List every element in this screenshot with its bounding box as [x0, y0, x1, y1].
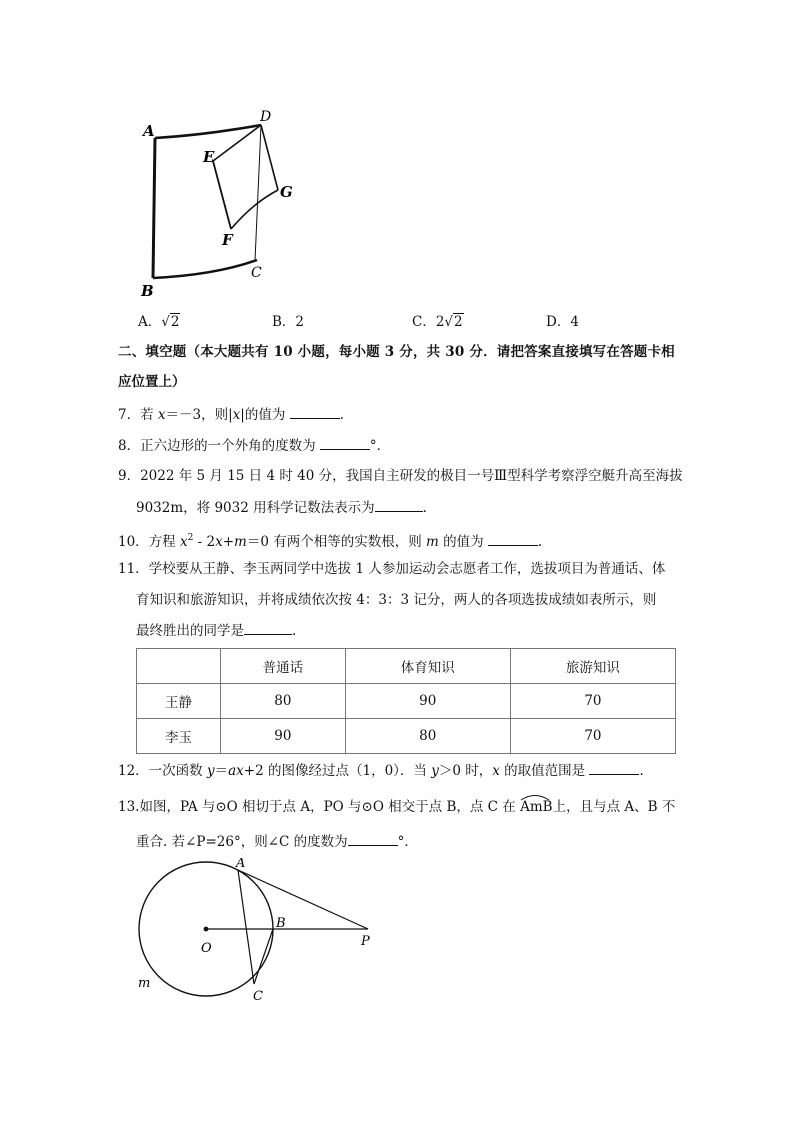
question-9-line2: 9032m，将 9032 用科学记数法表示为 . — [136, 497, 427, 518]
label-b: B — [141, 282, 154, 300]
answer-blank-7[interactable] — [290, 404, 340, 419]
table-cell: 70 — [510, 684, 675, 719]
label-f: F — [222, 231, 233, 249]
label-d: D — [260, 109, 272, 125]
table-row — [137, 684, 676, 719]
label-c2: C — [253, 989, 263, 1004]
arc-notation: AmB — [520, 797, 552, 817]
question-11-line3: 最终胜出的同学是 . — [136, 620, 296, 641]
table-header-cell — [137, 649, 221, 684]
question-10: 10．方程 $x^2 - 2x+m=0$ 有两个相等的实数根，则 m 的值为 . — [118, 533, 543, 550]
table-cell: 80 — [221, 684, 346, 719]
segment-fg — [231, 190, 278, 229]
question-11-line1: 11．学校要从王静、李玉两同学中选拔 1 人参加运动会志愿者工作，选拔项目为普通话、体 — [118, 561, 666, 577]
side-dc — [255, 125, 261, 261]
label-m: m — [138, 976, 151, 991]
table-row — [137, 719, 676, 754]
label-a2: A — [236, 858, 246, 871]
question-11-line2: 育知识和旅游知识，并将成绩依次按 4：3：3 记分，两人的各项选拔成绩如表所示，则 — [136, 592, 657, 608]
label-b2: B — [276, 916, 286, 931]
table-header-row — [137, 649, 676, 684]
side-bc — [153, 260, 257, 278]
question-9-line1: 9．2022 年 5 月 15 日 4 时 40 分，我国自主研发的极目一号Ⅲ型科学考察浮空艇升高至海拔 — [118, 468, 683, 484]
section-heading-line1: 二、填空题（本大题共有 10 小题，每小题 3 分，共 30 分．请把答案直接填写在答题卡相 — [118, 344, 675, 360]
answer-blank-13[interactable] — [348, 831, 398, 846]
answer-blank-11[interactable] — [244, 620, 292, 635]
label-o: O — [201, 941, 212, 956]
label-g: G — [280, 183, 293, 201]
label-p: P — [361, 934, 370, 949]
table-cell: 70 — [510, 719, 675, 754]
option-b: B．2 — [272, 314, 305, 330]
question-8: 8．正六边形的一个外角的度数为 °． — [118, 435, 390, 456]
section-heading-line2: 应位置上） — [118, 374, 186, 390]
segment-bc — [254, 929, 273, 984]
figure-square-diagram — [135, 105, 325, 300]
table-header-cell: 体育知识 — [345, 649, 510, 684]
table-header-cell: 旅游知识 — [510, 649, 675, 684]
answer-blank-10[interactable] — [488, 531, 538, 546]
option-c: C．2√2 — [412, 314, 463, 330]
table-cell-name: 李玉 — [137, 719, 221, 754]
table-cell: 90 — [221, 719, 346, 754]
label-a: A — [143, 122, 155, 140]
score-table — [136, 648, 676, 754]
question-7: 7．若 x＝－3，则|x|的值为 . — [118, 404, 344, 425]
segment-dg — [261, 125, 278, 190]
option-d: D．4 — [546, 314, 579, 330]
label-c: C — [251, 265, 262, 281]
tangent-pa — [238, 870, 368, 929]
option-a: A．√2 — [138, 314, 180, 330]
question-13-line2: 重合. 若∠P=26°，则∠C 的度数为 °． — [136, 831, 418, 852]
table-header-cell: 普通话 — [221, 649, 346, 684]
table-cell-name: 王静 — [137, 684, 221, 719]
segment-ac — [238, 870, 254, 984]
table-cell: 80 — [345, 719, 510, 754]
segment-ef — [213, 161, 231, 229]
side-ab — [153, 138, 155, 278]
table-cell: 90 — [345, 684, 510, 719]
label-e: E — [203, 148, 215, 166]
answer-blank-9[interactable] — [375, 497, 423, 512]
question-12: 12．一次函数 y＝ax+2 的图像经过点（1，0）．当 y＞0 时，x 的取值范围是 . — [118, 760, 644, 781]
answer-blank-12[interactable] — [589, 760, 639, 775]
option-c-radicand: 2 — [454, 314, 463, 330]
option-a-radicand: 2 — [170, 314, 180, 330]
figure-circle-tangent — [130, 858, 390, 1008]
question-13-line1: 13.如图，PA 与⊙O 相切于点 A，PO 与⊙O 相交于点 B，点 C 在 AmB上，且与点 A、B 不 — [118, 797, 675, 817]
answer-blank-8[interactable] — [320, 435, 370, 450]
